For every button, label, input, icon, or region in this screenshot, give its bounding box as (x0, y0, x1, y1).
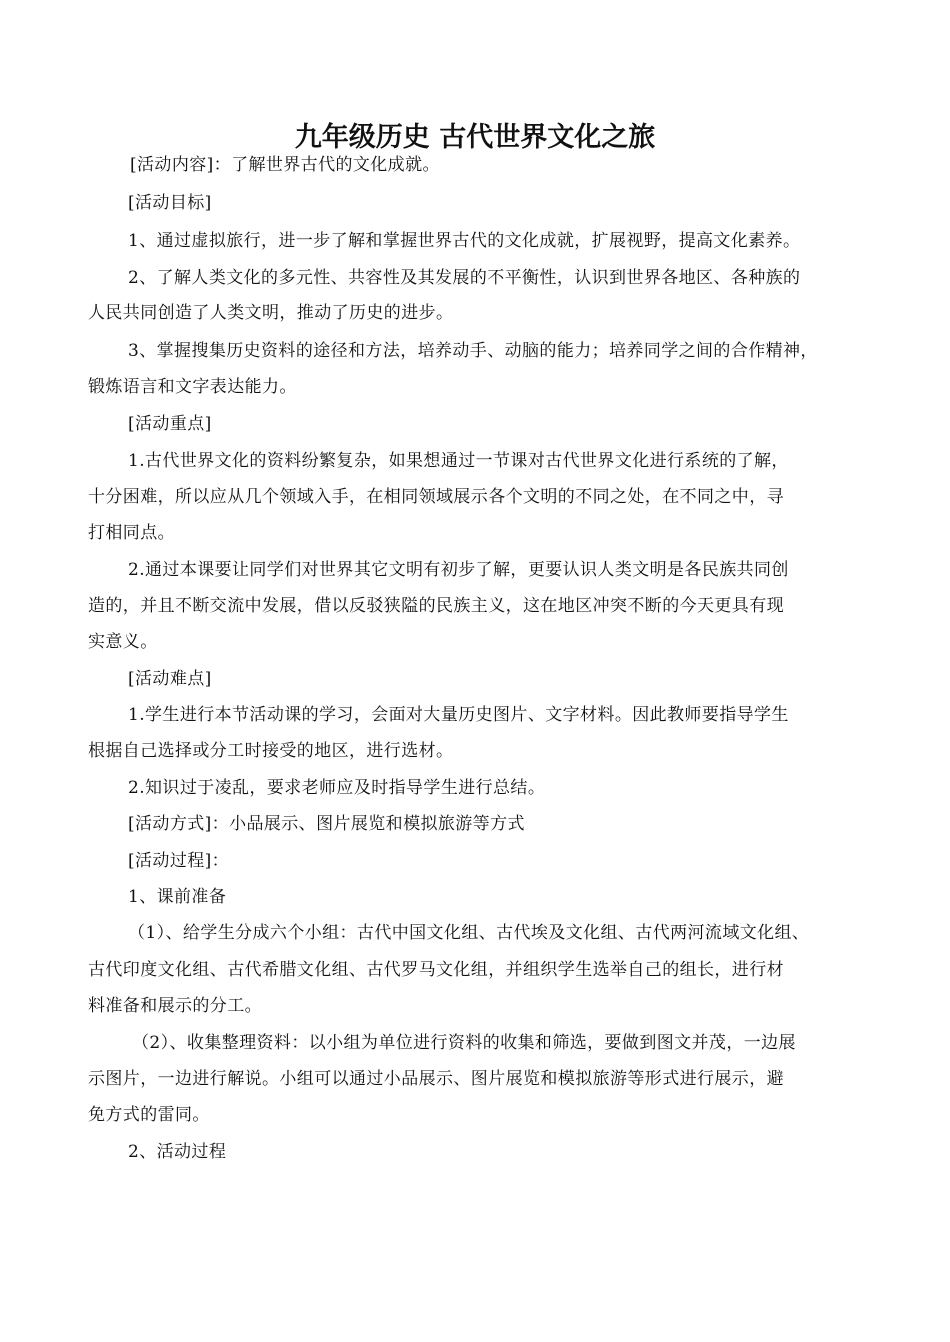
text-line: 十分困难，所以应从几个领域入手，在相同领域展示各个文明的不同之处，在不同之中，寻 (88, 487, 784, 507)
text-line: 锻炼语言和文字表达能力。 (88, 377, 297, 397)
text-line: 实意义。 (88, 632, 158, 652)
text-line: 1、通过虚拟旅行，进一步了解和掌握世界古代的文化成就，扩展视野，提高文化素养。 (128, 231, 801, 251)
text-line: 2、了解人类文化的多元性、共容性及其发展的不平衡性，认识到世界各地区、各种族的 (128, 268, 801, 288)
text-line: 2.知识过于凌乱，要求老师应及时指导学生进行总结。 (128, 778, 546, 798)
text-line: 打相同点。 (88, 523, 175, 543)
document-title: 九年级历史 古代世界文化之旅 (294, 122, 656, 153)
text-line: 免方式的雷同。 (88, 1105, 210, 1125)
text-line: 3、掌握搜集历史资料的途径和方法，培养动手、动脑的能力；培养同学之间的合作精神， (128, 341, 818, 361)
section-heading: [活动重点] (128, 414, 212, 434)
text-line: [活动内容]：了解世界古代的文化成就。 (130, 155, 440, 175)
section-heading: [活动过程]： (128, 851, 230, 871)
text-line: [活动方式]：小品展示、图片展览和模拟旅游等方式 (128, 814, 525, 834)
text-line: 1.古代世界文化的资料纷繁复杂，如果想通过一节课对古代世界文化进行系统的了解， (128, 451, 789, 471)
text-line: 1、课前准备 (128, 887, 227, 907)
text-line: 2.通过本课要让同学们对世界其它文明有初步了解，更要认识人类文明是各民族共同创 (128, 560, 789, 580)
text-line: 造的，并且不断交流中发展，借以反驳狭隘的民族主义，这在地区冲突不断的今天更具有现 (88, 596, 784, 616)
text-line: 人民共同创造了人类文明，推动了历史的进步。 (88, 303, 454, 323)
text-line: 示图片，一边进行解说。小组可以通过小品展示、图片展览和模拟旅游等形式进行展示，避 (88, 1069, 784, 1089)
text-line: （1）、给学生分成六个小组：古代中国文化组、古代埃及文化组、古代两河流域文化组、 (128, 923, 810, 943)
text-line: 1.学生进行本节活动课的学习，会面对大量历史图片、文字材料。因此教师要指导学生 (128, 705, 789, 725)
text-line: （2）、收集整理资料：以小组为单位进行资料的收集和筛选，要做到图文并茂，一边展 (132, 1033, 796, 1053)
section-heading: [活动难点] (128, 669, 212, 689)
section-heading: [活动目标] (128, 193, 212, 213)
text-line: 根据自己选择或分工时接受的地区，进行选材。 (88, 741, 454, 761)
text-line: 料准备和展示的分工。 (88, 996, 262, 1016)
text-line: 2、活动过程 (128, 1142, 227, 1162)
text-line: 古代印度文化组、古代希腊文化组、古代罗马文化组，并组织学生选举自己的组长，进行材 (88, 960, 784, 980)
